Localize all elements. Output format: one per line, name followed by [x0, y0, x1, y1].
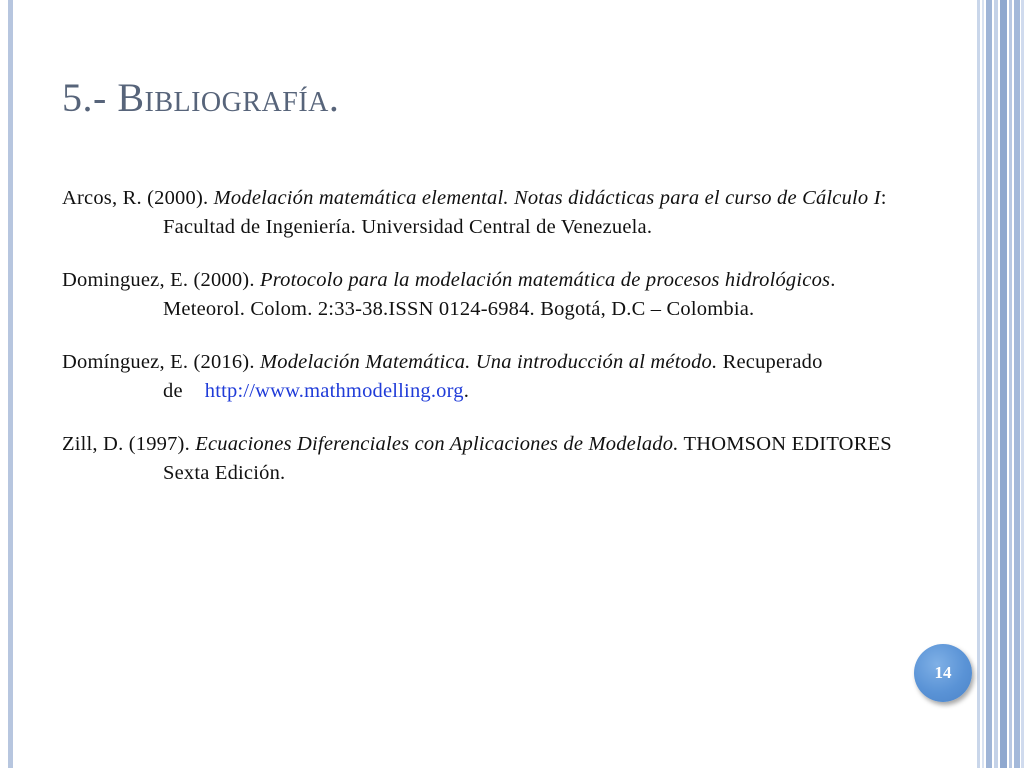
right-stripe [1000, 0, 1007, 768]
bibliography-list [62, 184, 892, 512]
reference-details: : Facultad de Ingeniería. Universidad Central de Venezuela. [163, 187, 887, 238]
right-stripe [982, 0, 984, 768]
reference-author: Zill, D. (1997). [62, 433, 196, 455]
right-stripe [1009, 0, 1012, 768]
reference-item [62, 348, 892, 405]
right-stripe [1014, 0, 1020, 768]
reference-link[interactable]: http://www.mathmodelling.org [204, 379, 464, 402]
right-stripe [977, 0, 980, 768]
slide-title: 5.- Bibliografía. [62, 75, 340, 120]
reference-title: Protocolo para la modelación matemática de procesos hidrológicos [259, 269, 831, 291]
right-stripe [986, 0, 992, 768]
reference-item [62, 184, 892, 241]
reference-author: Arcos, R. (2000). [62, 187, 214, 209]
reference-period: . [463, 379, 470, 402]
page-number: 14 [934, 663, 952, 682]
right-stripe [994, 0, 998, 768]
reference-details: . Meteorol. Colom. 2:33-38.ISSN 0124-6984. Bogotá, D.C – Colombia. [163, 269, 836, 320]
reference-title: Ecuaciones Diferenciales con Aplicaciones de Modelado. [195, 433, 679, 455]
reference-title: Modelación Matemática. Una introducción al método. [259, 351, 718, 373]
reference-item [62, 430, 892, 487]
reference-title: Modelación matemática elemental. Notas didácticas para el curso de Cálculo I [213, 187, 881, 209]
reference-details: THOMSON EDITORES Sexta Edición. [163, 433, 892, 484]
reference-item [62, 266, 892, 323]
reference-author: Dominguez, E. (2000). [62, 269, 260, 291]
reference-author: Domínguez, E. (2016). [62, 351, 260, 373]
left-border [8, 0, 13, 768]
page-number-badge [914, 644, 972, 702]
reference-details: Recuperado de [163, 351, 823, 402]
